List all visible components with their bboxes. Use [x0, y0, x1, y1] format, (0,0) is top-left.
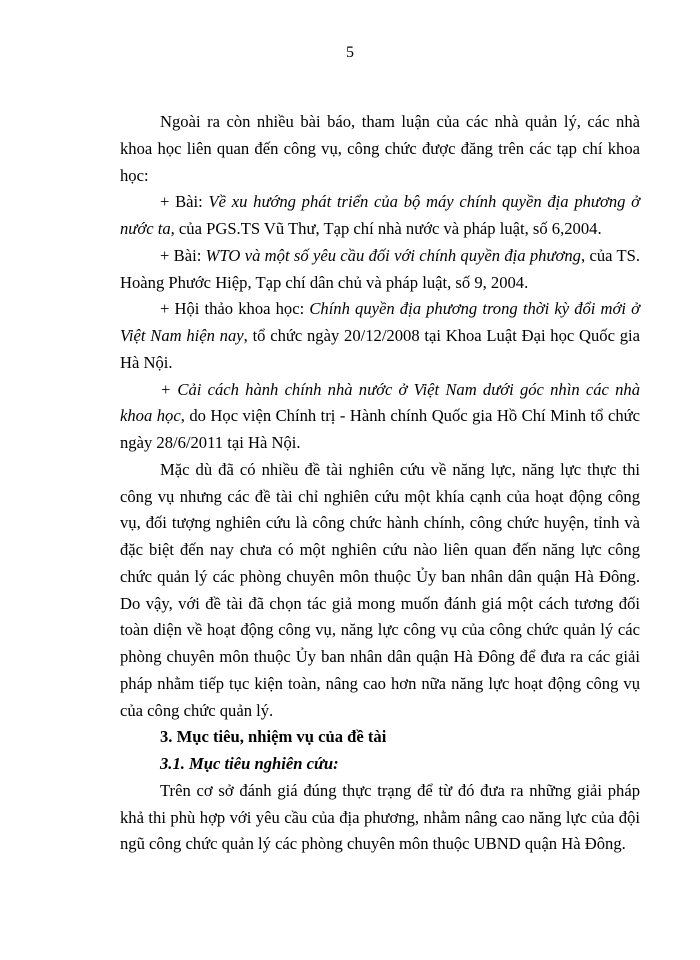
page-number: 5 — [346, 44, 354, 61]
reference-item-2 — [120, 243, 640, 297]
subsection-heading: 3.1. Mục tiêu nghiên cứu: — [160, 754, 339, 773]
paragraph-intro: Ngoài ra còn nhiều bài báo, tham luận của các nhà quản lý, các nhà khoa học liên quan đến công vụ, công chức được đăng trên các tạp chí khoa học: — [120, 112, 640, 185]
reference-details: , của TS. Hoàng Phước Hiệp, Tạp chí dân chủ và pháp luật, số 9, 2004. — [120, 245, 641, 292]
reference-title: Về xu hướng phát triển của bộ máy chính quyền địa phương ở nước ta, — [120, 192, 641, 238]
section-heading: 3. Mục tiêu, nhiệm vụ của đề tài — [160, 727, 387, 747]
reference-details: , do Học viện Chính trị - Hành chính Quốc gia Hồ Chí Minh tổ chức ngày 28/6/2011 tại Hà Nội. — [120, 406, 640, 452]
reference-prefix: + Hội thảo khoa học: — [160, 299, 310, 319]
reference-details: của PGS.TS Vũ Thư, Tạp chí nhà nước và pháp luật, số 6,2004. — [174, 219, 602, 238]
reference-title: + Cải cách hành chính nhà nước ở Việt Nam dưới góc nhìn các nhà khoa học — [120, 379, 640, 426]
reference-title: Chính quyền địa phương trong thời kỳ đổi mới ở Việt Nam hiện nay — [120, 299, 640, 345]
reference-details: , tổ chức ngày 20/12/2008 tại Khoa Luật Đại học Quốc gia Hà Nội. — [120, 326, 641, 372]
reference-prefix: + Bài: — [160, 192, 209, 212]
paragraph-research-gap: Mặc dù đã có nhiều đề tài nghiên cứu về năng lực, năng lực thực thi công vụ nhưng các đề tài chỉ nghiên cứu một khía cạnh của hoạt động công vụ, đối tượng nghiên cứu là công chức hành chính, công chức huyện, tỉnh và đặc biệt đến nay chưa có một nghiên cứu nào liên quan đến năng lực công chức quản lý các phòng chuyên môn thuộc Ủy ban nhân dân quận Hà Đông. Do vậy, với đề tài đã chọn tác giả mong muốn đánh giá một cách tương đối toàn diện về hoạt động công vụ, năng lực công vụ của công chức quản lý các phòng chuyên môn thuộc Ủy ban nhân dân quận Hà Đông để đưa ra các giải pháp nhằm tiếp tục kiện toàn, nâng cao hơn nữa năng lực hoạt động công vụ của công chức quản lý. — [120, 459, 640, 720]
reference-item-1 — [120, 189, 640, 243]
reference-item-3 — [120, 296, 640, 376]
reference-prefix: + Bài: — [160, 245, 206, 265]
body-text — [120, 109, 640, 858]
paragraph-objective: Trên cơ sở đánh giá đúng thực trạng để từ đó đưa ra những giải pháp khả thi phù hợp với yêu cầu của địa phương, nhằm nâng cao năng lực của đội ngũ công chức quản lý các phòng chuyên môn thuộc UBND quận Hà Đông. — [120, 780, 640, 854]
reference-title: WTO và một số yêu cầu đối với chính quyền địa phương — [205, 245, 581, 265]
reference-item-4 — [120, 377, 640, 457]
